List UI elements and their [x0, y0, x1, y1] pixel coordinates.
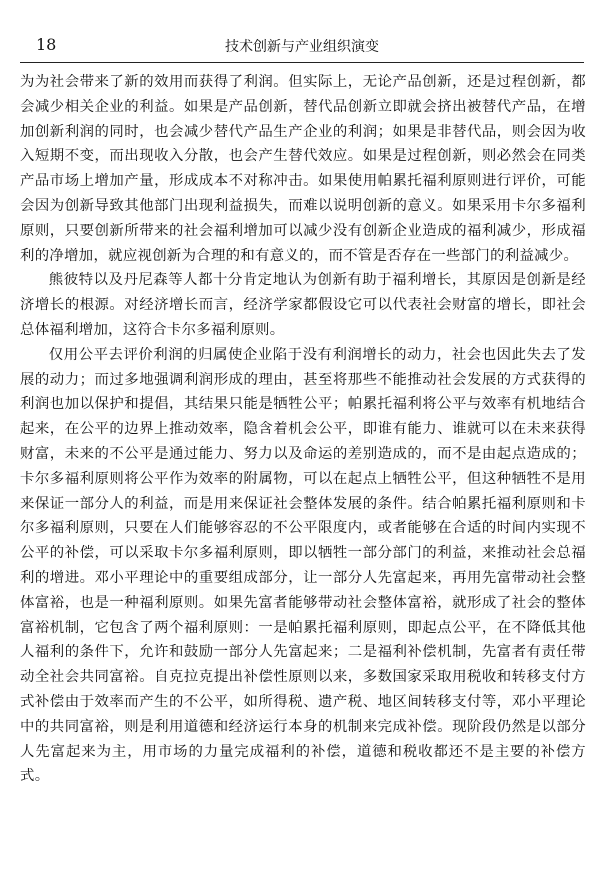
body-text — [20, 70, 586, 789]
running-title: 技术创新与产业组织演变 — [225, 39, 379, 55]
paragraph-continuation: 为为社会带来了新的效用而获得了利润。但实际上，无论产品创新，还是过程创新，都会减少相关企业的利益。如果是产品创新，替代品创新立即就会挤出被替代产品，在增加创新利润的同时，也会减少替代产品生产企业的利润；如果是非替代品，则会因为收入短期不变，而出现收入分散，也会产生替代效应。如果是过程创新，则必然会在同类产品市场上增加产量，形成成本不对称冲击。如果使用帕累托福利原则进行评价，可能会因为创新导致其他部门出现利益损失，而难以说明创新的意义。如果采用卡尔多福利原则，只要创新所带来的社会福利增加可以减少没有创新企业造成的福利减少，形成福利的净增加，就应视创新为合理的和有意义的，而不管是否存在一些部门的利益减少。 — [20, 74, 586, 264]
paragraph-schumpeter: 熊彼特以及丹尼森等人都十分肯定地认为创新有助于福利增长，其原因是创新是经济增长的根源。对经济增长而言，经济学家都假设它可以代表社会财富的增长，即社会总体福利增加，这符合卡尔多福利原则。 — [20, 272, 586, 338]
paragraph-fairness: 仅用公平去评价利润的归属使企业陷于没有利润增长的动力，社会也因此失去了发展的动力；而过多地强调利润形成的理由，甚至将那些不能推动社会发展的方式获得的利润也加以保护和提倡，其结果只能是牺牲公平；帕累托福利将公平与效率有机地结合起来，在公平的边界上推动效率，隐含着机会公平，即谁有能力、谁就可以在未来获得财富，未来的不公平是通过能力、努力以及命运的差别造成的，而不是由起点造成的；卡尔多福利原则将公平作为效率的附属物，可以在起点上牺牲公平，但这种牺牲不是用来保证一部分人的利益，而是用来保证社会整体发展的条件。结合帕累托福利原则和卡尔多福利原则，只要在人们能够容忍的不公平限度内，或者能够在合适的时间内实现不公平的补偿，可以采取卡尔多福利原则，即以牺牲一部分部门的利益，来推动社会总福利的增进。邓小平理论中的重要组成部分，让一部分人先富起来，再用先富带动社会整体富裕，也是一种福利原则。如果先富者能够带动社会整体富裕，就形成了社会的整体富裕机制，它包含了两个福利原则：一是帕累托福利原则，即起点公平，在不降低其他人福利的条件下，允许和鼓励一部分人先富起来；二是福利补偿机制，先富者有责任带动全社会共同富裕。自克拉克提出补偿性原则以来，多数国家采取用税收和转移支付方式补偿由于效率而产生的不公平，如所得税、遗产税、地区间转移支付等，邓小平理论中的共同富裕，则是利用道德和经济运行本身的机制来完成补偿。现阶段仍然是以部分人先富起来为主，用市场的力量完成福利的补偿，道德和税收都还不是主要的补偿方式。 — [20, 346, 586, 785]
page-header — [20, 32, 584, 63]
page-number: 18 — [36, 35, 57, 54]
